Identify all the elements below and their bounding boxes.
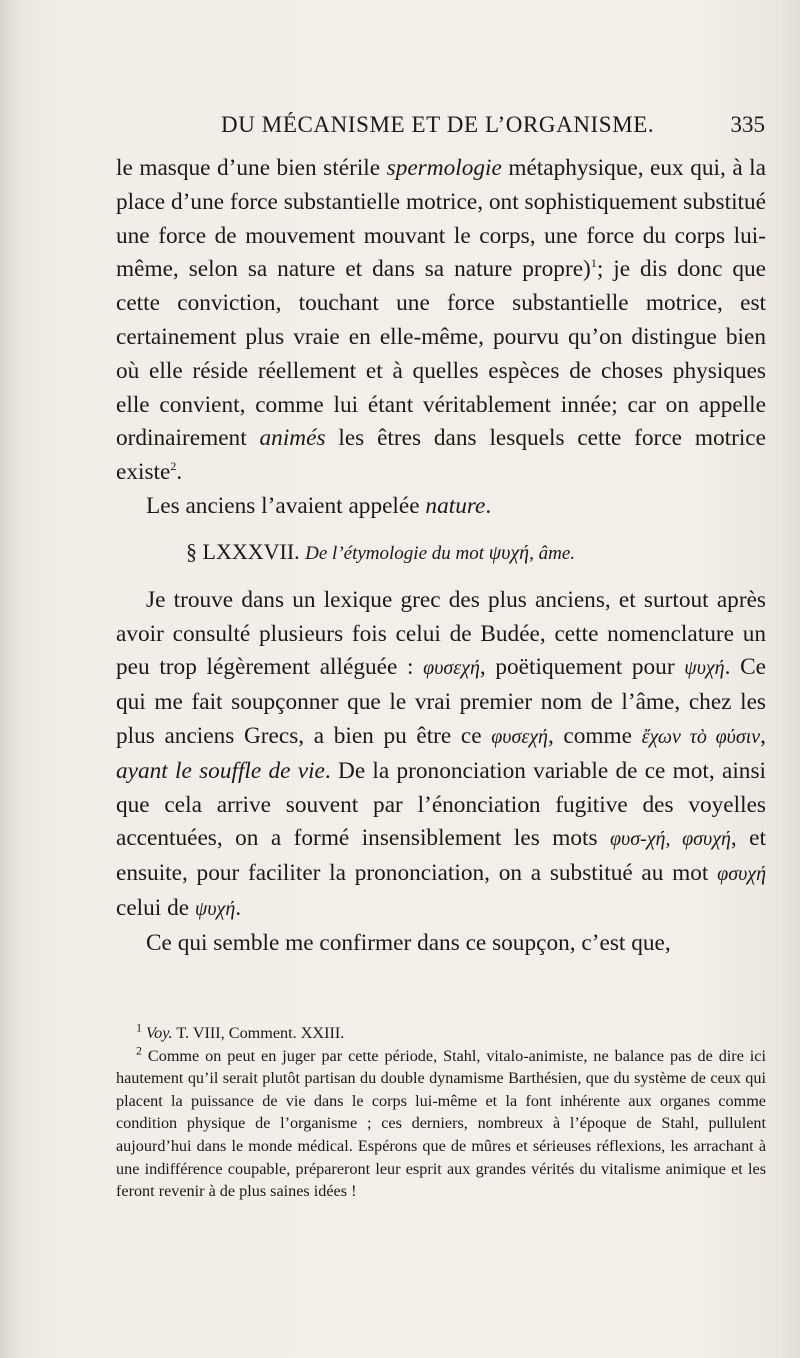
- greek-term: φυσεχή: [423, 657, 480, 680]
- paragraph-3: [116, 584, 766, 927]
- text-run: , poëtiquement pour: [479, 654, 685, 681]
- italic-term: spermologie: [386, 155, 502, 181]
- text-run: .: [176, 459, 183, 486]
- text-run: le masque d’une bien stérile: [116, 155, 387, 181]
- italic-term: animés: [259, 425, 326, 452]
- text-run: De l’étymologie du mot: [305, 542, 489, 564]
- text-run: les êtres dans lesquels cette force motrice existe: [116, 425, 766, 486]
- paragraph-1: [116, 152, 766, 490]
- footnote-ref-2: 2: [170, 459, 177, 474]
- body-text: [116, 152, 766, 961]
- greek-term: φυσεχή: [491, 725, 548, 748]
- greek-term: ψυχή: [194, 897, 236, 920]
- text-run: Je trouve dans un lexique grec des plus anciens, et surtout après avoir consulté plusieurs fois celui de Budée, cette nomenclature un peu trop légèrement alléguée :: [116, 586, 766, 681]
- greek-term: ψυχή: [488, 541, 530, 564]
- italic-term: Voy.: [146, 1024, 173, 1042]
- text-run: Comme on peut en juger par cette période, Stahl, vitalo-animiste, ne balance pas de dire ici hautement qu’il serait plutôt partisan du double dynamisme Barthésien, que du système de ceux qui placent la puissance de vie dans le corps lui-même et la font inhérente aux organes comme condition physique de l’organisme ; ces derniers, nombreux à l’époque de Stahl, pullulent aujourd’hui dans le monde médical. Espérons que de mûres et sérieuses réflexions, les arrachant à une indifférence coupable, prépareront leur esprit aux grandes vérités du vitalisme animique et les feront revenir à de plus saines idées !: [116, 1046, 766, 1201]
- section-subtitle: [305, 543, 575, 564]
- text-run: .: [235, 894, 242, 921]
- paragraph-4: Ce qui semble me confirmer dans ce soupçon, c’est que,: [146, 929, 671, 956]
- footnotes: [116, 1022, 766, 1203]
- text-run: métaphysique, eux qui, à la place d’une force substantielle motrice, ont sophistiquement substitué une force de mouvement mouvant le corps, une force du corps lui-même, selon sa nature et dans sa nature propre): [116, 155, 766, 283]
- text-run: .: [485, 492, 492, 519]
- footnote-ref-1: 1: [590, 256, 597, 271]
- text-run: ,: [760, 722, 766, 749]
- text-run: celui de: [116, 894, 195, 921]
- running-title: DU MÉCANISME ET DE L’ORGANISME.: [221, 112, 655, 137]
- paragraph-2: [116, 490, 766, 524]
- footnote-number: 1: [136, 1020, 142, 1035]
- section-label: § LXXXVII.: [186, 538, 300, 564]
- text-run: Les anciens l’avaient appelée: [146, 492, 426, 519]
- text-run: ; je dis donc que cette conviction, touchant une force substantielle motrice, est certainement plus vraie en elle-même, pourvu qu’on distingue bien où elle réside réellement et à quelles espèces de choses physiques elle convient, comme lui étant véritablement innée; car on appelle ordinairement: [116, 256, 766, 452]
- text-run: , comme: [547, 722, 642, 749]
- greek-term: φυσ-χή, φσυχή: [609, 828, 731, 851]
- greek-term: φσυχή: [717, 863, 766, 886]
- footnote-2: [116, 1045, 766, 1203]
- italic-term: nature: [425, 492, 486, 519]
- text-run: . Ce qui me fait soupçonner que le vrai premier nom de l’âme, chez les plus anciens Grecs, a bien pu être ce: [116, 654, 766, 749]
- running-head: [115, 112, 765, 146]
- text-run: , et ensuite, pour faciliter la prononciation, on a substitué au mot: [116, 825, 766, 887]
- greek-term: ψυχή: [684, 657, 725, 680]
- text-run: , âme.: [529, 542, 576, 564]
- page-number: 335: [730, 112, 765, 137]
- footnote-1: [116, 1022, 766, 1045]
- footnote-number: 2: [136, 1043, 142, 1058]
- greek-term: ἔχων τὸ φύσιν: [641, 725, 761, 748]
- italic-phrase: ayant le souffle de vie: [116, 757, 325, 784]
- text-run: . De la prononciation variable de ce mot, ainsi que cela arrive souvent par l’énonciation fugitive des voyelles accentuées, on a formé insensiblement les mots: [116, 757, 766, 852]
- section-heading: [116, 536, 766, 570]
- text-run: T. VIII, Comment. XXIII.: [172, 1024, 345, 1042]
